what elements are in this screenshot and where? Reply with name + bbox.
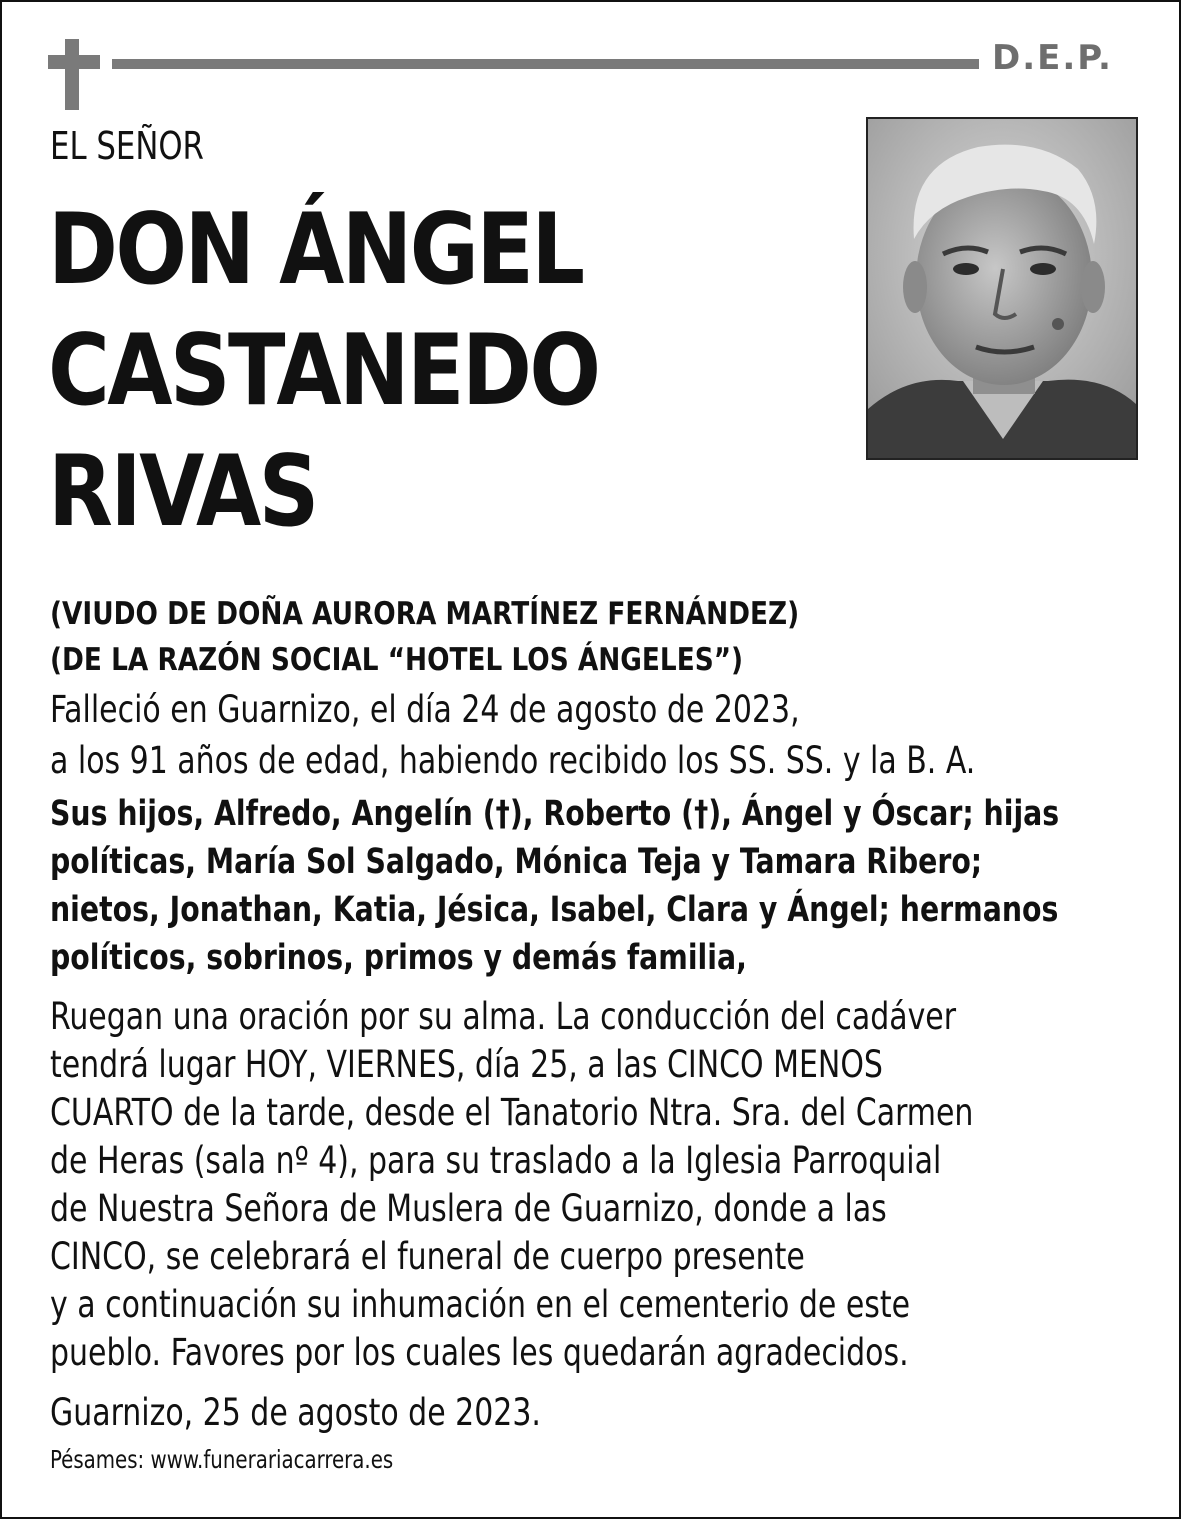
cross-icon-bar	[48, 55, 100, 69]
family-line: políticos, sobrinos, primos y demás familia,	[50, 938, 747, 978]
portrait-photo	[866, 117, 1138, 460]
family-line: nietos, Jonathan, Katia, Jésica, Isabel, Clara y Ángel; hermanos	[50, 890, 1059, 930]
place-date: Guarnizo, 25 de agosto de 2023.	[50, 1391, 541, 1434]
condolences-link[interactable]: Pésames: www.funerariacarrera.es	[50, 1445, 394, 1474]
service-text-line: y a continuación su inhumación en el cementerio de este	[50, 1283, 911, 1326]
death-info-line: a los 91 años de edad, habiendo recibido los SS. SS. y la B. A.	[50, 739, 976, 782]
family-line: Sus hijos, Alfredo, Angelín (†), Roberto (†), Ángel y Óscar; hijas	[50, 794, 1060, 834]
service-text-line: CUARTO de la tarde, desde el Tanatorio Ntra. Sra. del Carmen	[50, 1091, 974, 1134]
service-text-line: tendrá lugar HOY, VIERNES, día 25, a las CINCO MENOS	[50, 1043, 883, 1086]
service-text-line: de Nuestra Señora de Muslera de Guarnizo, donde a las	[50, 1187, 887, 1230]
dep-label: D.E.P.	[992, 38, 1113, 78]
cross-icon	[65, 39, 79, 110]
service-text-line: CINCO, se celebrará el funeral de cuerpo presente	[50, 1235, 805, 1278]
death-info-line: Falleció en Guarnizo, el día 24 de agosto de 2023,	[50, 688, 800, 731]
deceased-name	[48, 190, 598, 553]
name-line: RIVAS	[48, 435, 317, 549]
widower-line: (VIUDO DE DOÑA AURORA MARTÍNEZ FERNÁNDEZ)	[50, 596, 800, 632]
service-text-line: de Heras (sala nº 4), para su traslado a la Iglesia Parroquial	[50, 1139, 942, 1182]
business-line: (DE LA RAZÓN SOCIAL “HOTEL LOS ÁNGELES”)	[50, 642, 744, 678]
family-line: políticas, María Sol Salgado, Mónica Teja y Tamara Ribero;	[50, 842, 983, 882]
service-text-line: Ruegan una oración por su alma. La conducción del cadáver	[50, 995, 957, 1038]
header-rule	[112, 59, 979, 69]
name-line: DON ÁNGEL	[48, 193, 583, 307]
service-text-line: pueblo. Favores por los cuales les quedarán agradecidos.	[50, 1331, 909, 1374]
name-line: CASTANEDO	[48, 314, 599, 428]
honorific: EL SEÑOR	[50, 124, 204, 168]
